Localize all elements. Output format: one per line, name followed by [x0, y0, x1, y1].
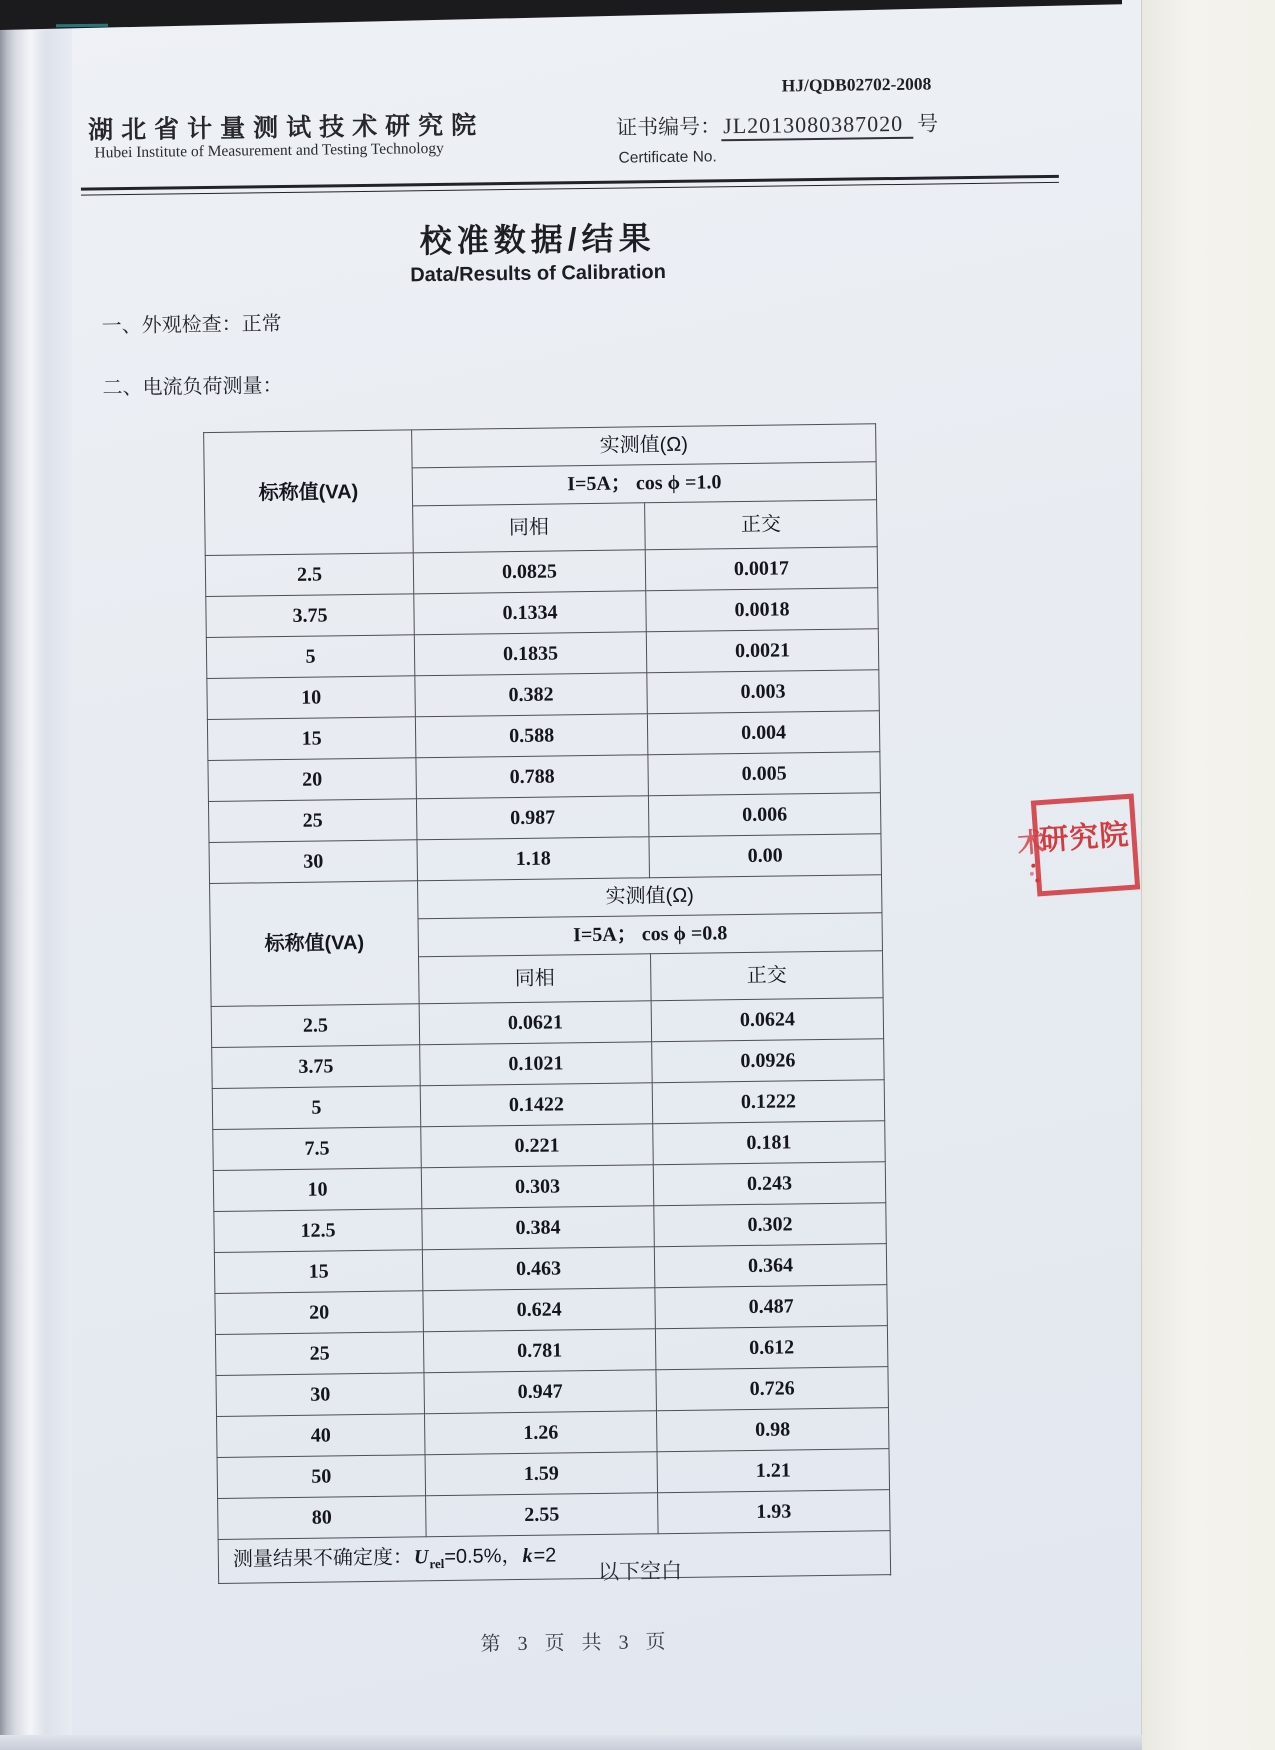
table-cell: 0.1422 — [420, 1083, 653, 1127]
table-cell: 80 — [218, 1496, 427, 1540]
nominal-header-cell: 标称值(VA) — [210, 881, 420, 1007]
table-cell: 0.612 — [655, 1326, 888, 1370]
table-cell: 1.18 — [417, 837, 650, 881]
table-cell: 2.5 — [205, 553, 414, 597]
table-cell: 10 — [213, 1168, 422, 1212]
table-cell: 0.243 — [653, 1162, 886, 1206]
uncertainty-k-symbol: k — [522, 1544, 533, 1567]
section-current-load: 二、电流负荷测量： — [102, 375, 283, 400]
table-cell: 10 — [207, 676, 416, 720]
certificate-number-row — [616, 107, 938, 141]
table-cell: 0.0926 — [652, 1039, 885, 1083]
in-phase-header-cell: 同相 — [413, 503, 646, 553]
page-title-en: Data/Results of Calibration — [410, 260, 667, 287]
stamp-ink-specks — [1031, 864, 1035, 868]
page-edge-strip — [1141, 0, 1275, 1750]
measured-header-cell: 实测值(Ω) — [418, 875, 882, 919]
table-cell: 0.004 — [647, 711, 880, 755]
table-cell: 0.0018 — [646, 588, 879, 632]
table-cell: 0.302 — [654, 1203, 887, 1247]
table-cell: 0.1334 — [414, 591, 647, 635]
table-header-block-1 — [204, 424, 878, 556]
table-cell: 0.463 — [422, 1247, 655, 1291]
condition-cell-cos08: I=5A； cos ϕ =0.8 — [418, 913, 882, 957]
table-cell: 0.1835 — [414, 632, 647, 676]
table-cell: 0.781 — [423, 1329, 656, 1373]
stamp-partial-character: 术 — [1016, 826, 1046, 859]
table-cell: 1.21 — [657, 1449, 890, 1493]
table-cell: 0.221 — [421, 1124, 654, 1168]
table-cell: 3.75 — [206, 594, 415, 638]
table-cell: 0.726 — [656, 1367, 889, 1411]
table-cell: 5 — [206, 635, 415, 679]
page-title: 校准数据/结果 — [419, 220, 656, 260]
table-body-cos1 — [205, 547, 881, 884]
table-cell: 0.1021 — [420, 1042, 653, 1086]
bottom-scan-shadow — [0, 1735, 1142, 1750]
page-fold-shadow — [0, 0, 72, 1750]
certificate-label: 证书编号： — [616, 115, 722, 140]
table-cell: 20 — [208, 758, 417, 802]
certificate-number: JL2013080387020 — [721, 111, 913, 142]
table-cell: 0.98 — [656, 1408, 889, 1452]
uncertainty-k-value: =2 — [533, 1544, 557, 1567]
table-cell: 2.55 — [426, 1493, 659, 1537]
table-cell: 1.93 — [658, 1490, 891, 1534]
document-content — [65, 0, 1092, 1727]
table-cell: 2.5 — [211, 1004, 420, 1048]
table-cell: 0.382 — [415, 673, 648, 717]
section-visual-check: 一、外观检查：正常 — [101, 313, 282, 338]
table-cell: 12.5 — [214, 1209, 423, 1253]
certificate-unit: 号 — [916, 111, 939, 136]
table-cell: 0.0825 — [413, 550, 646, 594]
organization-name-en: Hubei Institute of Measurement and Testing Technology — [94, 139, 444, 162]
quadrature-header-cell: 正交 — [645, 500, 878, 550]
table-cell: 0.1222 — [652, 1080, 885, 1124]
table-cell: 0.005 — [648, 752, 881, 796]
table-body-cos08 — [211, 998, 890, 1540]
table-cell: 0.181 — [653, 1121, 886, 1165]
below-blank-note: 以下空白 — [597, 1558, 683, 1584]
table-cell: 0.588 — [415, 714, 648, 758]
table-cell: 0.0624 — [651, 998, 884, 1042]
table-cell: 0.303 — [421, 1165, 654, 1209]
header-divider-rule — [81, 175, 1059, 196]
stamp-text: 研究院 — [1038, 818, 1131, 858]
table-cell: 0.384 — [422, 1206, 655, 1250]
table-cell: 30 — [209, 840, 418, 884]
table-cell: 0.0017 — [645, 547, 878, 591]
table-cell: 0.003 — [647, 670, 880, 714]
table-cell: 0.487 — [655, 1285, 888, 1329]
table-cell: 5 — [212, 1086, 421, 1130]
table-cell: 0.0021 — [646, 629, 879, 673]
table-cell: 0.0621 — [419, 1001, 652, 1045]
red-seal-stamp — [1016, 794, 1140, 897]
quadrature-header-cell: 正交 — [650, 951, 883, 1001]
certificate-label-en: Certificate No. — [618, 148, 717, 167]
document-code: HJ/QDB02702-2008 — [781, 73, 932, 96]
table-cell: 0.364 — [654, 1244, 887, 1288]
table-cell: 15 — [214, 1250, 423, 1294]
page-number: 第 3 页 共 3 页 — [480, 1631, 672, 1656]
uncertainty-u-subscript: rel — [429, 1555, 445, 1571]
in-phase-header-cell: 同相 — [419, 954, 652, 1004]
table-cell: 0.00 — [649, 834, 882, 878]
table-cell: 0.624 — [423, 1288, 656, 1332]
table-cell: 1.26 — [424, 1411, 657, 1455]
table-cell: 7.5 — [213, 1127, 422, 1171]
table-cell: 0.788 — [416, 755, 649, 799]
uncertainty-prefix: 测量结果不确定度： — [232, 1545, 414, 1571]
uncertainty-u-symbol: U — [413, 1545, 429, 1568]
table-cell: 3.75 — [212, 1045, 421, 1089]
table-cell: 30 — [216, 1373, 425, 1417]
nominal-header-cell: 标称值(VA) — [204, 430, 414, 556]
organization-name-zh: 湖北省计量测试技术研究院 — [87, 111, 485, 145]
condition-cell-cos1: I=5A； cos ϕ =1.0 — [412, 462, 876, 506]
table-cell: 15 — [207, 717, 416, 761]
table-cell: 0.006 — [648, 793, 881, 837]
table-header-block-2 — [210, 875, 884, 1007]
table-cell: 50 — [217, 1455, 426, 1499]
table-cell: 0.987 — [416, 796, 649, 840]
calibration-table — [203, 423, 891, 1584]
table-cell: 25 — [208, 799, 417, 843]
table-cell: 25 — [215, 1332, 424, 1376]
table-cell: 40 — [217, 1414, 426, 1458]
table-cell: 20 — [215, 1291, 424, 1335]
table-cell: 1.59 — [425, 1452, 658, 1496]
table-cell: 0.947 — [424, 1370, 657, 1414]
measured-header-cell: 实测值(Ω) — [412, 424, 876, 468]
uncertainty-u-value: =0.5%， — [444, 1544, 522, 1568]
